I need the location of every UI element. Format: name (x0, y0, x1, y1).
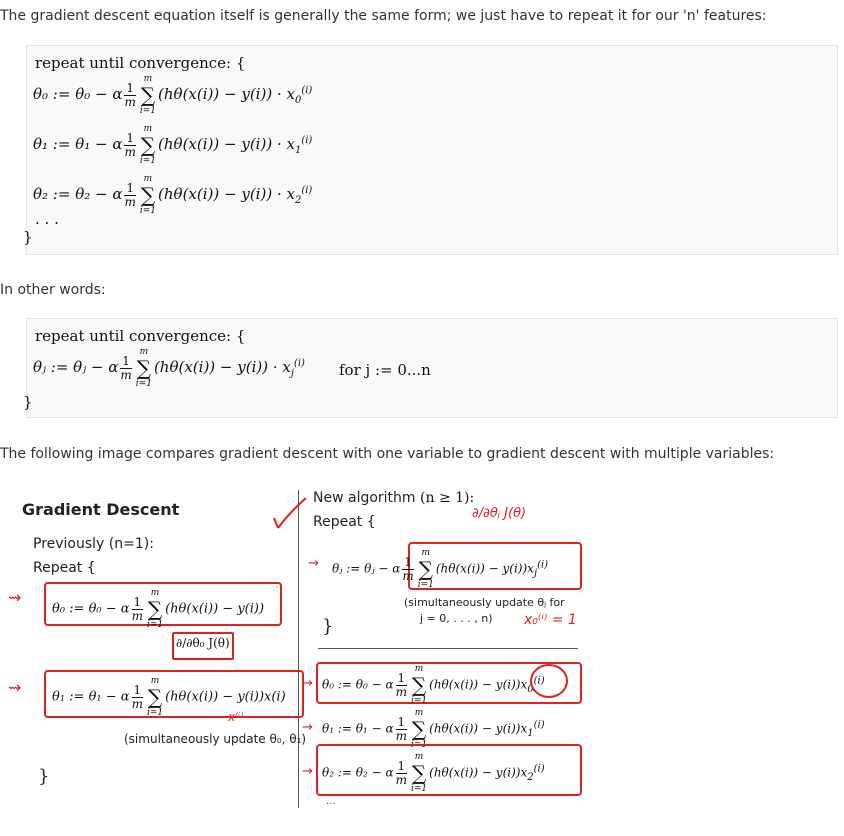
block1-eq2: θ₂ := θ₂ − α $\frac{1}{m}$ m ∑ i=1 $(h\theta(x(i)) - y(i)) \cdot x_2^{(i)}$ (33, 174, 313, 216)
slide-close-left: } (38, 766, 50, 787)
slide-simul-right-2: j = 0, . . . , n) (420, 612, 493, 625)
slide-right-eq1: θ₁ := θ₁ − α $\frac{1}{m}$ m ∑ i=1 $(h\theta(x(i)) - y(i))x_1^{(i)}$ (322, 708, 545, 750)
slide-right-ellipsis: ... (326, 796, 336, 807)
arrow-icon: → (302, 720, 313, 735)
slide-repeat-left: Repeat { (33, 560, 96, 576)
annotation-x-left: x⁽ⁱ⁾ (228, 710, 244, 724)
arrow-icon: → (308, 556, 319, 571)
block1-ellipsis: · · · (35, 214, 59, 232)
block1-eq1: θ₁ := θ₁ − α $\frac{1}{m}$ m ∑ i=1 $(h\theta(x(i)) - y(i)) \cdot x_1^{(i)}$ (33, 124, 313, 166)
arrow-icon: → (302, 764, 313, 779)
arrow-icon: → (302, 676, 313, 691)
slide-right-cond: (n ≥ 1): (420, 490, 475, 506)
slide-right-eq0: θ₀ := θ₀ − α $\frac{1}{m}$ m ∑ i=1 $(h\theta(x(i)) - y(i))x_0^{(i)}$ (322, 664, 545, 706)
annotation-stroke-icon (270, 494, 310, 534)
block1-header: repeat until convergence: { (35, 54, 246, 72)
slide-right-title: New algorithm (313, 490, 416, 506)
annotation-circle-x0 (530, 664, 568, 698)
arrow-icon: ⇝ (8, 588, 22, 607)
slide-close-right: } (322, 616, 334, 637)
slide-left-title: Gradient Descent (22, 500, 180, 519)
compare-text: The following image compares gradient descent with one variable to gradient descent with multiple variables: (0, 446, 775, 462)
math-block-2 (23, 318, 838, 418)
block2-header: repeat until convergence: { (35, 327, 246, 345)
other-words-text: In other words: (0, 282, 106, 298)
slide-right-eqj: θⱼ := θⱼ − α $\frac{1}{m}$ m ∑ i=1 $(h\theta(x(i)) - y(i))x_j^{(i)}$ (332, 548, 549, 590)
math-block-1 (23, 45, 838, 255)
slide-previously: Previously (n=1): (33, 536, 154, 552)
slide-simul-right-1: (simultaneously update θⱼ for (404, 596, 565, 609)
slide-right-title-row (313, 490, 474, 506)
annotation-x0-equals-1: x₀⁽ⁱ⁾ = 1 (524, 612, 577, 628)
intro-text: The gradient descent equation itself is generally the same form; we just have to repeat it for our 'n' features: (0, 8, 767, 24)
comparison-slide (0, 482, 600, 812)
arrow-icon: ⇝ (8, 678, 22, 697)
slide-divider (298, 490, 299, 808)
slide-partial: ∂/∂θ₀ J(θ) (176, 636, 230, 650)
block2-eq: θⱼ := θⱼ − α $\frac{1}{m}$ m ∑ i=1 $(h\theta(x(i)) - y(i)) \cdot x_j^{(i)}$ (33, 347, 305, 389)
slide-simul-left: (simultaneously update θ₀, θ₁) (124, 732, 307, 746)
slide-right-eq2: θ₂ := θ₂ − α $\frac{1}{m}$ m ∑ i=1 $(h\theta(x(i)) - y(i))x_2^{(i)}$ (322, 752, 545, 794)
block2-close: } (23, 393, 33, 411)
slide-right-rule (318, 648, 578, 649)
slide-left-eq0: θ₀ := θ₀ − α $\frac{1}{m}$ m ∑ i=1 (hθ(x(i)) − y(i)) (52, 588, 265, 630)
slide-repeat-right: Repeat { (313, 514, 376, 530)
block1-eq0: θ₀ := θ₀ − α $\frac{1}{m}$ m ∑ i=1 $(h\theta(x(i)) - y(i)) \cdot x_0^{(i)}$ (33, 74, 313, 116)
annotation-partial-j: ∂/∂θⱼ J(θ) (472, 506, 527, 521)
block1-close: } (23, 228, 33, 246)
slide-left-eq1: θ₁ := θ₁ − α $\frac{1}{m}$ m ∑ i=1 (hθ(x(i)) − y(i))x(i) (52, 676, 286, 718)
block2-for: for j := 0...n (339, 361, 431, 379)
